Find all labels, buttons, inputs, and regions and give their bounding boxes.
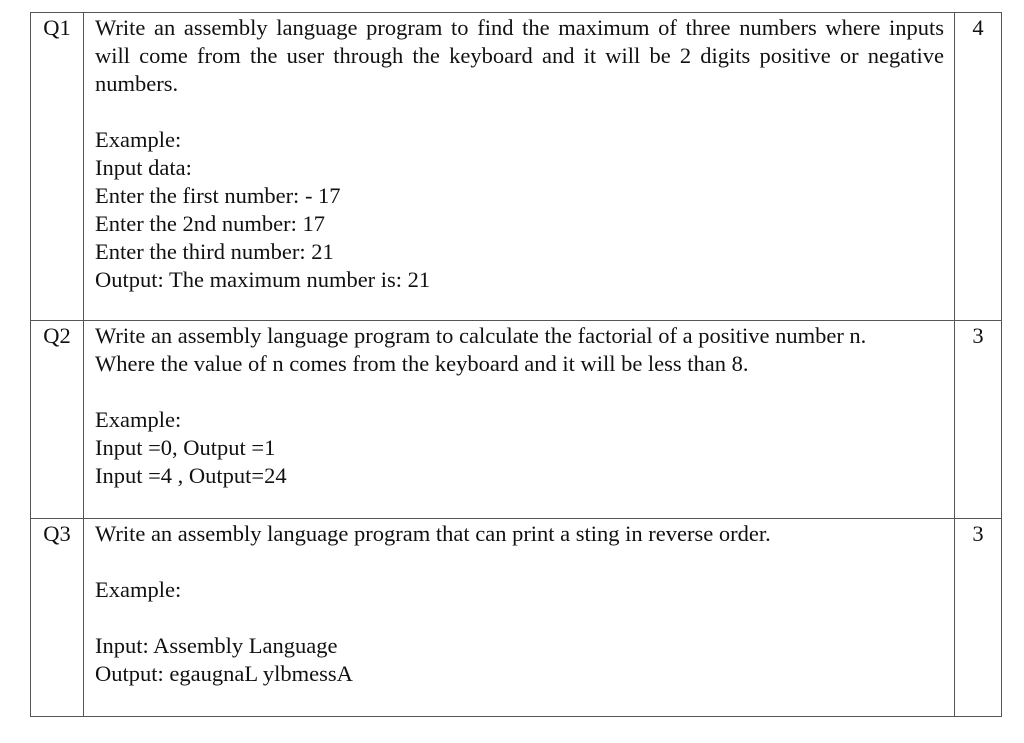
- questions-table: [30, 12, 1002, 717]
- question-number: Q2: [31, 321, 84, 519]
- question-text-line: Write an assembly language program to calculate the factorial of a positive number n.: [95, 323, 867, 348]
- example-line: Input =0, Output =1: [95, 435, 276, 460]
- example-label: Example:: [95, 127, 182, 152]
- question-row-q3: [31, 519, 1002, 717]
- question-marks: 3: [955, 321, 1002, 519]
- example-line: Enter the third number: 21: [95, 239, 334, 264]
- question-body: [84, 321, 955, 519]
- example-label: Example:: [95, 407, 182, 432]
- example-label: Example:: [95, 577, 182, 602]
- example-line: Input data:: [95, 155, 192, 180]
- spacer: [95, 548, 944, 576]
- question-text: Write an assembly language program that can print a sting in reverse order.: [95, 521, 771, 546]
- question-text-line: Where the value of n comes from the keyboard and it will be less than 8.: [95, 351, 749, 376]
- example-input: Input: Assembly Language: [95, 633, 338, 658]
- example-output: Output: egaugnaL ylbmessA: [95, 661, 353, 686]
- question-body: [84, 13, 955, 321]
- example-line: Enter the 2nd number: 17: [95, 211, 325, 236]
- spacer: [95, 604, 944, 632]
- spacer: [95, 98, 944, 126]
- example-line: Enter the first number: - 17: [95, 183, 341, 208]
- question-marks: 4: [955, 13, 1002, 321]
- question-number: Q3: [31, 519, 84, 717]
- example-line: Input =4 , Output=24: [95, 463, 287, 488]
- question-marks: 3: [955, 519, 1002, 717]
- question-text: Write an assembly language program to find the maximum of three numbers where inputs will come from the user through the keyboard and it will be 2 digits positive or negative numbers.: [95, 15, 944, 96]
- question-body: [84, 519, 955, 717]
- question-number: Q1: [31, 13, 84, 321]
- question-row-q2: [31, 321, 1002, 519]
- question-row-q1: [31, 13, 1002, 321]
- spacer: [95, 378, 944, 406]
- example-line: Output: The maximum number is: 21: [95, 267, 431, 292]
